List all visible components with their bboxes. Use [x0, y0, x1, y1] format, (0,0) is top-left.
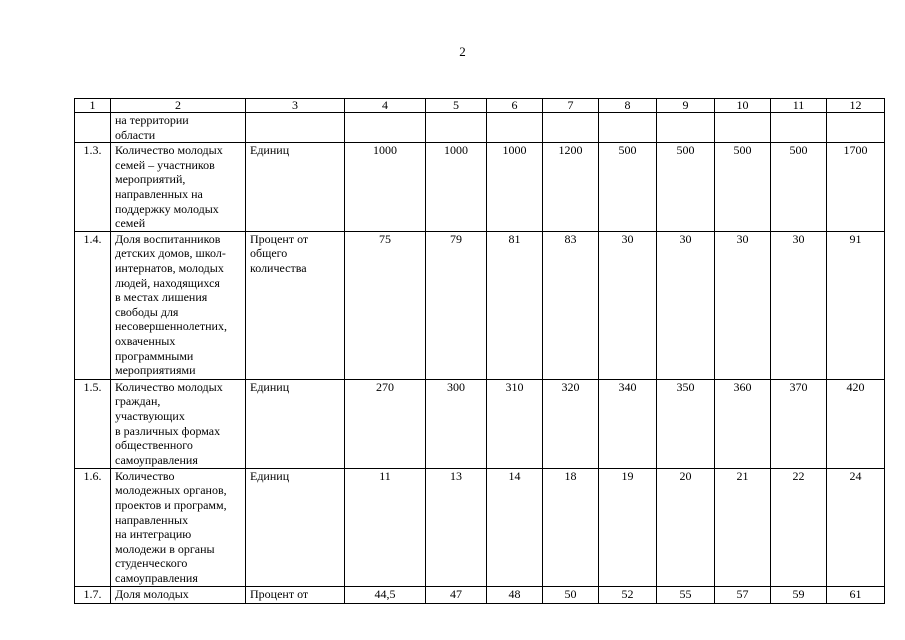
value-cell: 1200	[543, 143, 599, 232]
value-cell: 57	[715, 586, 771, 603]
value-cell: 500	[599, 143, 657, 232]
value-cell: 79	[426, 231, 487, 379]
value-cell: 270	[345, 379, 426, 468]
header-cell: 3	[246, 99, 345, 113]
value-cell: 370	[771, 379, 827, 468]
indicator-name-cell: Количество молодежных органов, проектов и программ, направленных на интеграцию молодежи в органы студенческого самоуправления	[111, 468, 246, 586]
value-cell: 59	[771, 586, 827, 603]
value-cell: 420	[827, 379, 885, 468]
value-cell	[345, 113, 426, 143]
value-cell: 340	[599, 379, 657, 468]
header-cell: 7	[543, 99, 599, 113]
value-cell	[715, 113, 771, 143]
indicator-name-cell: Количество молодых семей – участников мероприятий, направленных на поддержку молодых семей	[111, 143, 246, 232]
table-body	[75, 99, 885, 604]
value-cell: 81	[487, 231, 543, 379]
value-cell: 75	[345, 231, 426, 379]
header-cell: 8	[599, 99, 657, 113]
value-cell: 48	[487, 586, 543, 603]
unit-cell: Единиц	[246, 468, 345, 586]
row-number-cell: 1.3.	[75, 143, 111, 232]
value-cell: 320	[543, 379, 599, 468]
value-cell: 1000	[487, 143, 543, 232]
value-cell: 1700	[827, 143, 885, 232]
value-cell: 14	[487, 468, 543, 586]
header-row	[75, 99, 885, 113]
indicator-name-cell: на территории области	[111, 113, 246, 143]
value-cell	[599, 113, 657, 143]
value-cell: 52	[599, 586, 657, 603]
header-cell: 9	[657, 99, 715, 113]
indicators-table	[74, 98, 885, 604]
row-number-cell	[75, 113, 111, 143]
value-cell: 21	[715, 468, 771, 586]
table-row	[75, 113, 885, 143]
value-cell: 55	[657, 586, 715, 603]
indicator-name-cell: Доля молодых	[111, 586, 246, 603]
header-cell: 6	[487, 99, 543, 113]
indicator-name-cell: Количество молодых граждан, участвующих в различных формах общественного самоуправления	[111, 379, 246, 468]
value-cell	[827, 113, 885, 143]
row-number-cell: 1.5.	[75, 379, 111, 468]
table-row	[75, 231, 885, 379]
value-cell: 22	[771, 468, 827, 586]
value-cell: 1000	[426, 143, 487, 232]
value-cell: 1000	[345, 143, 426, 232]
unit-cell: Единиц	[246, 143, 345, 232]
table-row	[75, 379, 885, 468]
value-cell: 19	[599, 468, 657, 586]
header-cell: 1	[75, 99, 111, 113]
header-cell: 10	[715, 99, 771, 113]
value-cell	[487, 113, 543, 143]
value-cell: 500	[771, 143, 827, 232]
header-cell: 12	[827, 99, 885, 113]
value-cell: 11	[345, 468, 426, 586]
header-cell: 11	[771, 99, 827, 113]
value-cell: 91	[827, 231, 885, 379]
header-cell: 5	[426, 99, 487, 113]
unit-cell: Единиц	[246, 379, 345, 468]
value-cell: 360	[715, 379, 771, 468]
value-cell: 47	[426, 586, 487, 603]
header-cell: 4	[345, 99, 426, 113]
table-row	[75, 143, 885, 232]
value-cell: 30	[599, 231, 657, 379]
indicator-name-cell: Доля воспитанников детских домов, школ- интернатов, молодых людей, находящихся в местах лишения свободы для несовершеннолетних, охваченных программными мероприятиями	[111, 231, 246, 379]
row-number-cell: 1.6.	[75, 468, 111, 586]
value-cell: 50	[543, 586, 599, 603]
value-cell: 350	[657, 379, 715, 468]
table-row	[75, 468, 885, 586]
page-number: 2	[459, 44, 466, 59]
row-number-cell: 1.4.	[75, 231, 111, 379]
value-cell: 30	[657, 231, 715, 379]
value-cell: 24	[827, 468, 885, 586]
value-cell: 310	[487, 379, 543, 468]
header-cell: 2	[111, 99, 246, 113]
unit-cell: Процент от	[246, 586, 345, 603]
value-cell: 18	[543, 468, 599, 586]
value-cell	[771, 113, 827, 143]
value-cell	[426, 113, 487, 143]
value-cell: 13	[426, 468, 487, 586]
value-cell: 30	[715, 231, 771, 379]
unit-cell: Процент от общего количества	[246, 231, 345, 379]
value-cell: 30	[771, 231, 827, 379]
value-cell: 44,5	[345, 586, 426, 603]
row-number-cell: 1.7.	[75, 586, 111, 603]
value-cell: 500	[657, 143, 715, 232]
value-cell	[543, 113, 599, 143]
value-cell: 83	[543, 231, 599, 379]
value-cell: 20	[657, 468, 715, 586]
value-cell: 300	[426, 379, 487, 468]
value-cell	[657, 113, 715, 143]
table-row	[75, 586, 885, 603]
value-cell: 61	[827, 586, 885, 603]
unit-cell	[246, 113, 345, 143]
value-cell: 500	[715, 143, 771, 232]
